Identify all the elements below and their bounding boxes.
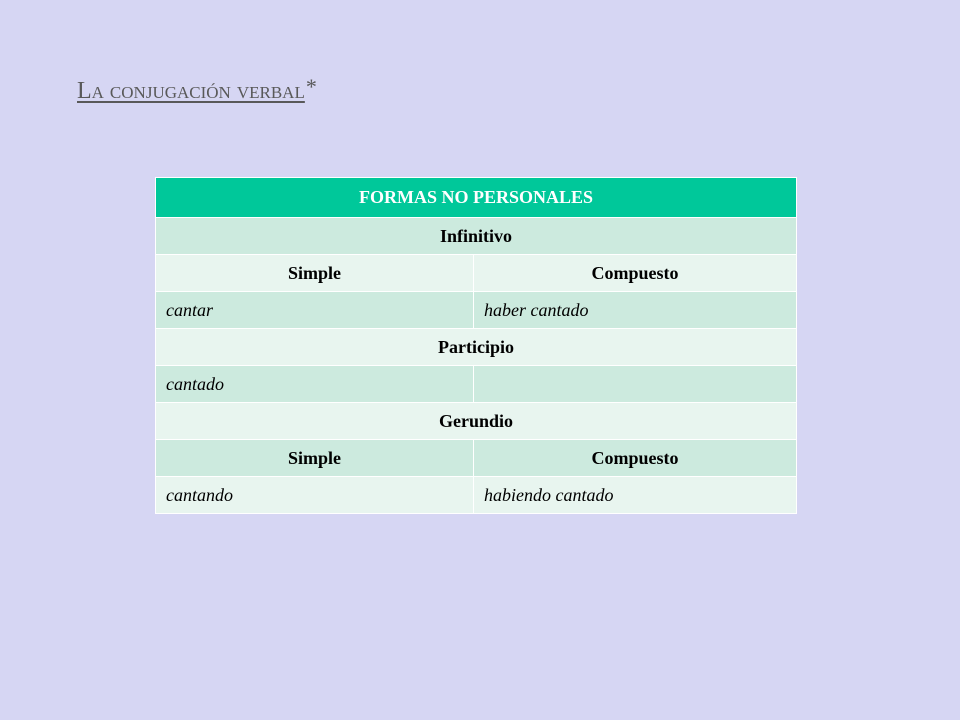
section-row-participio bbox=[156, 329, 797, 366]
infinitivo-compuesto-cell: haber cantado bbox=[474, 292, 797, 329]
participio-empty-cell bbox=[474, 366, 797, 403]
col-compuesto-infinitivo: Compuesto bbox=[474, 255, 797, 292]
col-simple-infinitivo: Simple bbox=[156, 255, 474, 292]
subheader-row-gerundio bbox=[156, 440, 797, 477]
conjugation-table bbox=[155, 177, 797, 514]
section-label-infinitivo: Infinitivo bbox=[156, 218, 797, 255]
gerundio-simple-cell: cantando bbox=[156, 477, 474, 514]
section-row-gerundio bbox=[156, 403, 797, 440]
participio-cell: cantado bbox=[156, 366, 474, 403]
infinitivo-simple-cell: cantar bbox=[156, 292, 474, 329]
slide-title bbox=[77, 74, 317, 105]
table-row bbox=[156, 292, 797, 329]
section-label-gerundio: Gerundio bbox=[156, 403, 797, 440]
table-header-row bbox=[156, 178, 797, 218]
section-row-infinitivo bbox=[156, 218, 797, 255]
slide-title-text: La conjugación verbal bbox=[77, 78, 305, 104]
subheader-row-infinitivo bbox=[156, 255, 797, 292]
table-row bbox=[156, 366, 797, 403]
col-simple-gerundio: Simple bbox=[156, 440, 474, 477]
section-label-participio: Participio bbox=[156, 329, 797, 366]
table-row bbox=[156, 477, 797, 514]
slide-title-asterisk: * bbox=[305, 74, 317, 99]
col-compuesto-gerundio: Compuesto bbox=[474, 440, 797, 477]
gerundio-compuesto-cell: habiendo cantado bbox=[474, 477, 797, 514]
table-header: FORMAS NO PERSONALES bbox=[156, 178, 797, 218]
